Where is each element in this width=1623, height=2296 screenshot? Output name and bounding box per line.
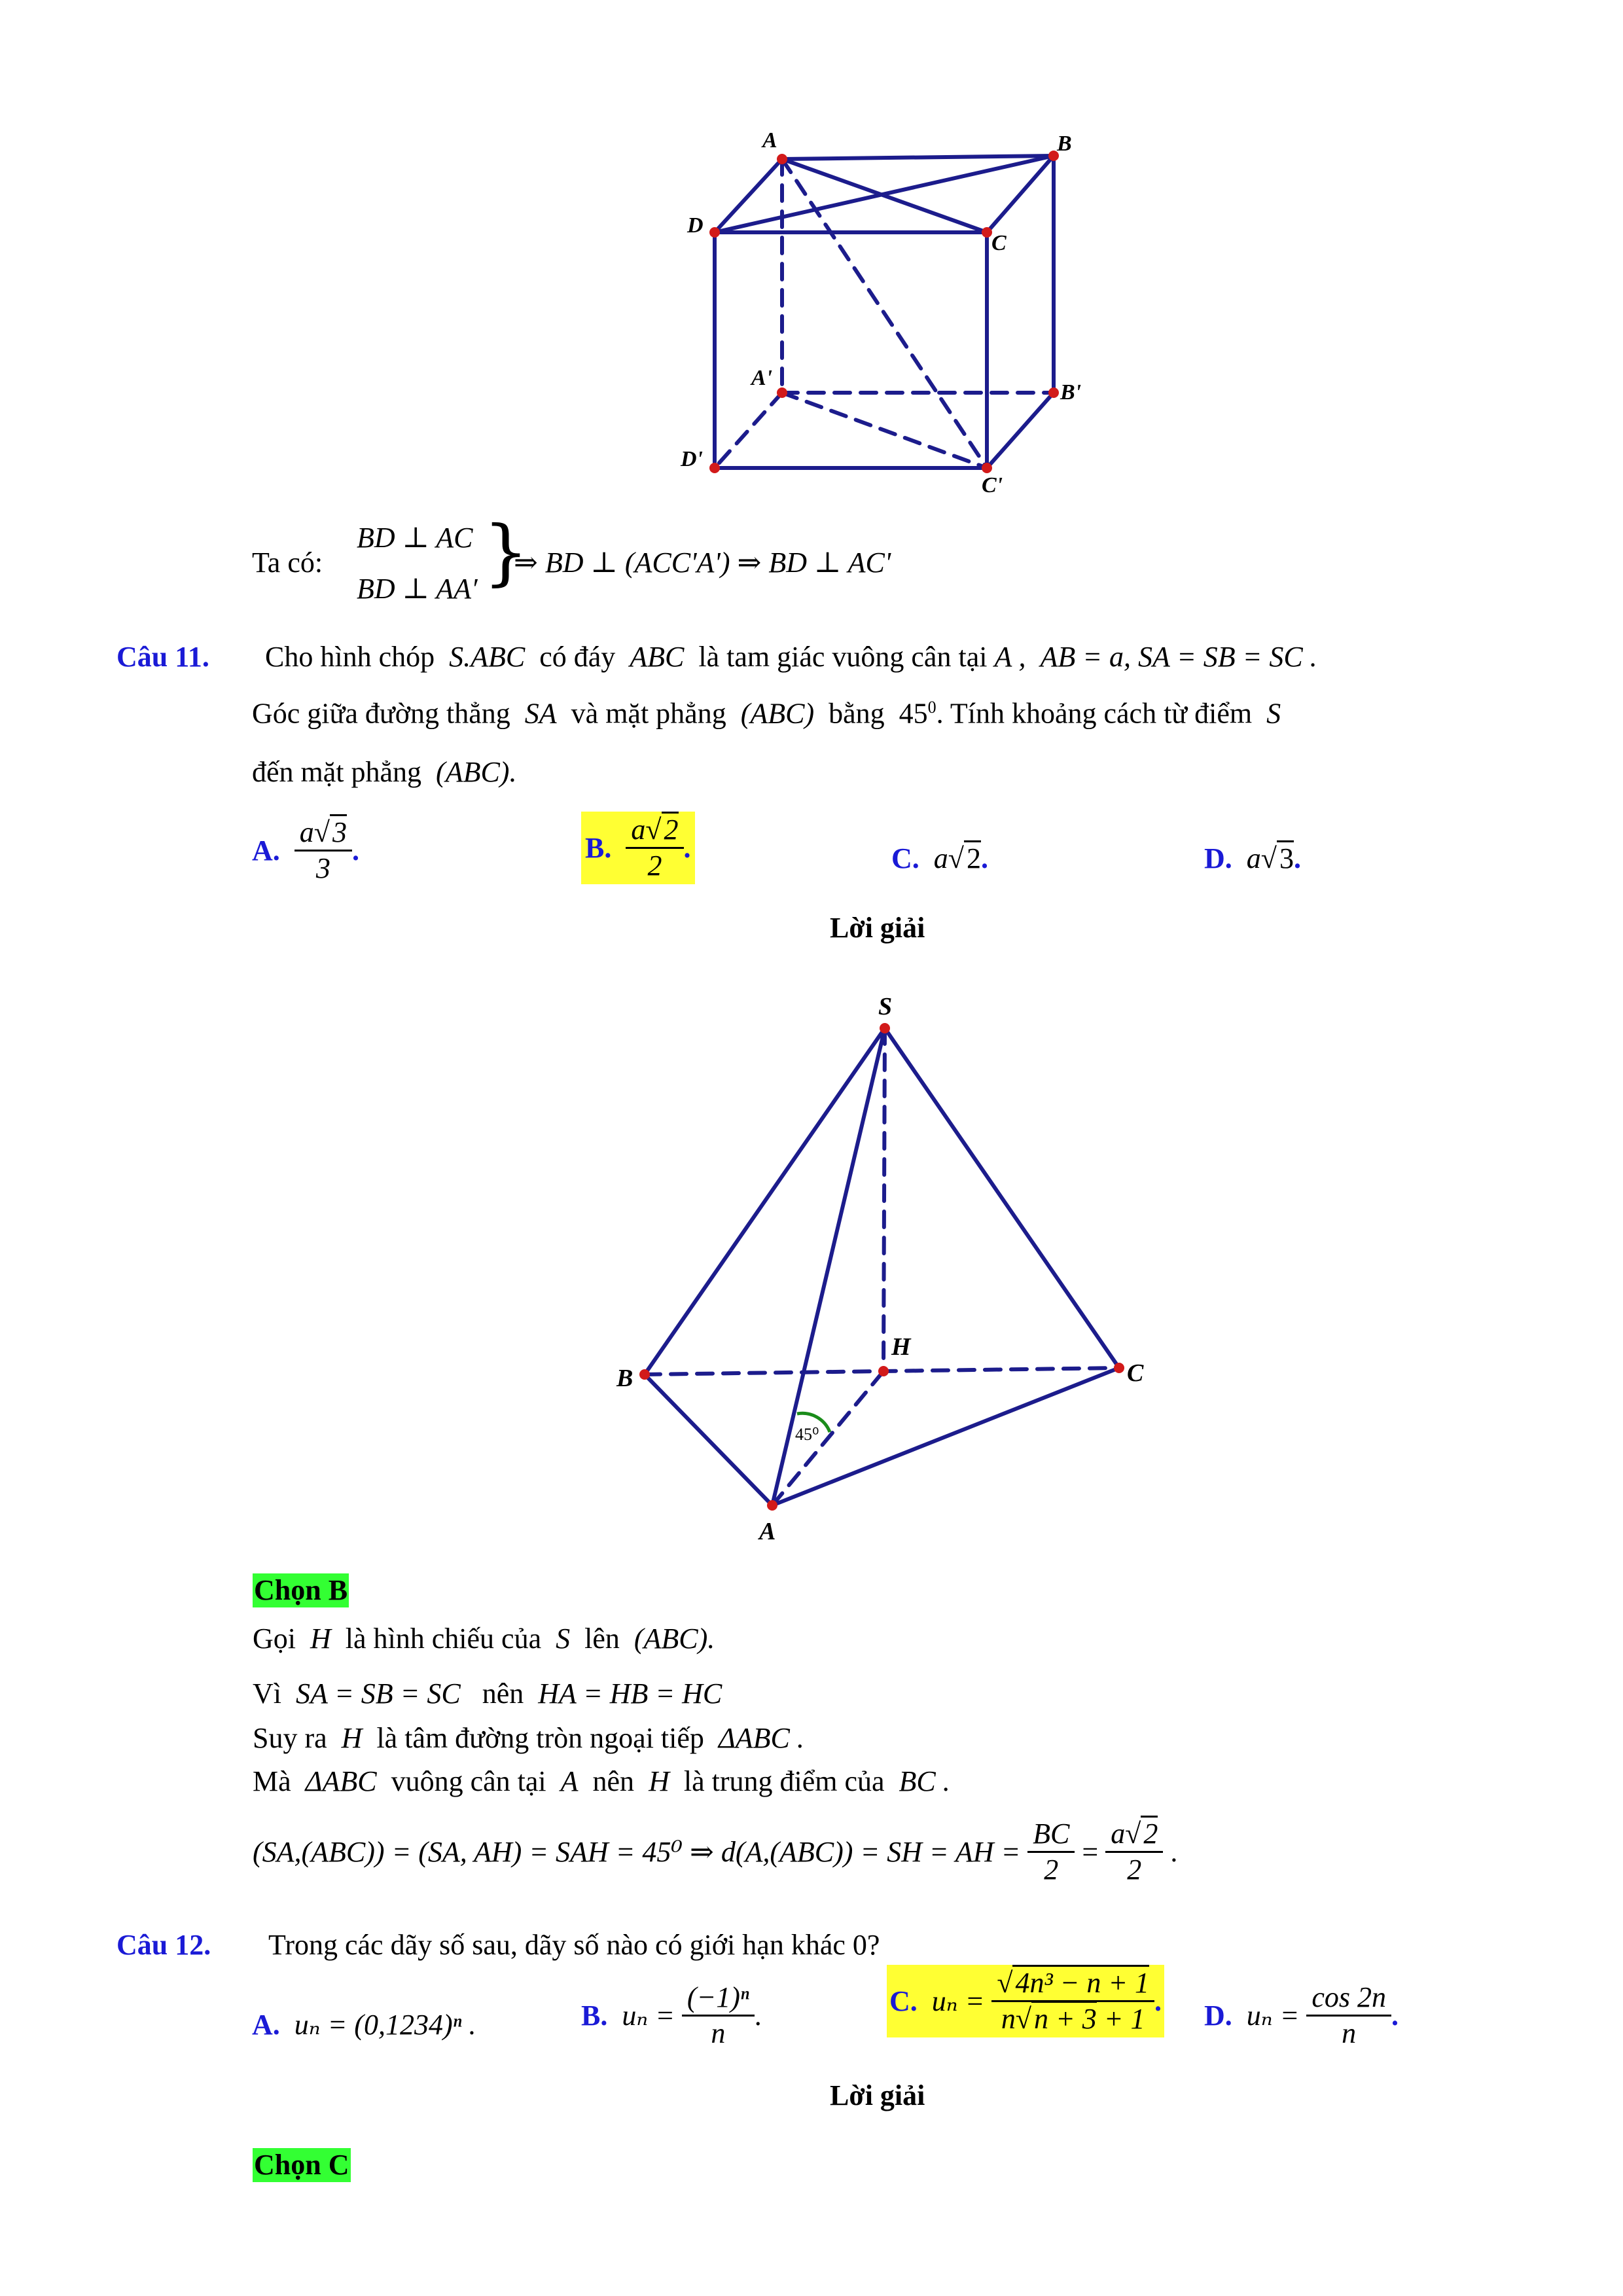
label-B1: B' [1060, 380, 1082, 404]
edge-SB [645, 1028, 885, 1374]
q11-sol-1: Gọi H là hình chiếu của S lên (ABC). [253, 1623, 715, 1655]
edge-AB [782, 156, 1054, 159]
label-C: C [1127, 1359, 1144, 1387]
ta-co-result: ⇒ BD ⊥ (ACC'A') ⇒ BD ⊥ AC' [514, 547, 891, 579]
edge-AC-solid [782, 159, 987, 232]
q11-loi-giai: Lời giải [830, 912, 925, 944]
label-B: B [1057, 132, 1072, 156]
q12-loi-giai: Lời giải [830, 2079, 925, 2111]
q11-sol-5: (SA,(ABC)) = (SA, AH) = SAH = 45⁰ ⇒ d(A,(ABC)) = SH = AH = $\frac{BC}{2}$ = $\frac{a√2}{2}$ . [253, 1820, 1177, 1884]
label-S: S [878, 993, 893, 1020]
q12-option-c[interactable]: C. uₙ = $\frac{\text{√4n³ − n + 1}}{n√n + 3 + 1}$ . [887, 1965, 1164, 2037]
label-D: D [687, 213, 704, 238]
q11-line1: Cho hình chóp S.ABC có đáy ABC là tam giác vuông cân tại A , AB = a, SA = SB = SC . [265, 641, 1317, 673]
label-A1: A' [751, 366, 773, 390]
q12-chon: Chọn C [254, 2149, 349, 2181]
q11-option-b[interactable]: B. $\frac{a√2}{2}$ . [581, 812, 695, 884]
q11-option-a[interactable]: A. $\frac{a√3}{3}$ . [252, 818, 359, 883]
cube-figure [0, 0, 1623, 511]
edge-SH [883, 1028, 885, 1371]
edge-SC [885, 1028, 1119, 1368]
q11-label: Câu 11. [116, 641, 209, 673]
edge-AC [772, 1368, 1119, 1505]
label-A: A [762, 128, 777, 152]
ta-co-prefix: Ta có: [252, 547, 323, 579]
q11-option-d[interactable]: D. a√3. [1204, 844, 1301, 873]
q11-sol-2: Vì SA = SB = SC nên HA = HB = HC [253, 1677, 722, 1710]
edge-C1B1 [987, 393, 1054, 468]
q12-text: Trong các dãy số sau, dãy số nào có giới hạn khác 0? [268, 1929, 880, 1961]
q11-sol-3: Suy ra H là tâm đường tròn ngoại tiếp ΔABC . [253, 1722, 804, 1754]
edge-AC1 [782, 159, 987, 468]
label-H: H [891, 1333, 911, 1361]
label-C: C [991, 231, 1007, 255]
q12-label: Câu 12. [116, 1929, 211, 1961]
edge-BA [645, 1374, 772, 1505]
edge-A1D1 [715, 393, 782, 468]
q11-option-c[interactable]: C. a√2. [891, 844, 988, 873]
angle-label: 45⁰ [795, 1425, 819, 1444]
label-C1: C' [982, 473, 1003, 497]
pyramid-figure [0, 969, 1623, 1551]
q12-option-b[interactable]: B. uₙ = $\frac{\text{(−1)ⁿ}}{n}$ . [581, 1981, 762, 2049]
q11-chon: Chọn B [254, 1574, 348, 1606]
q11-line2: Góc giữa đường thẳng SA và mặt phẳng (ABC) bằng $45^0$. Tính khoảng cách từ điểm S [252, 697, 1281, 730]
ta-co-line2: BD ⊥ AA′ [357, 573, 478, 605]
q11-line3: đến mặt phẳng (ABC). [252, 756, 517, 788]
ta-co-brace: } [483, 510, 529, 594]
q12-option-d[interactable]: D. uₙ = $\frac{\cos 2n}{n}$ . [1204, 1981, 1399, 2049]
ta-co-line1: BD ⊥ AC [357, 522, 473, 554]
label-D1: D' [681, 447, 703, 471]
label-B: B [616, 1365, 633, 1392]
edge-A1C1 [782, 393, 987, 468]
edge-SA [772, 1028, 885, 1505]
label-A: A [759, 1518, 776, 1545]
q11-sol-4: Mà ΔABC vuông cân tại A nên H là trung điểm của BC . [253, 1765, 950, 1797]
q12-option-a[interactable]: A. uₙ = (0,1234)ⁿ . [252, 2009, 476, 2041]
